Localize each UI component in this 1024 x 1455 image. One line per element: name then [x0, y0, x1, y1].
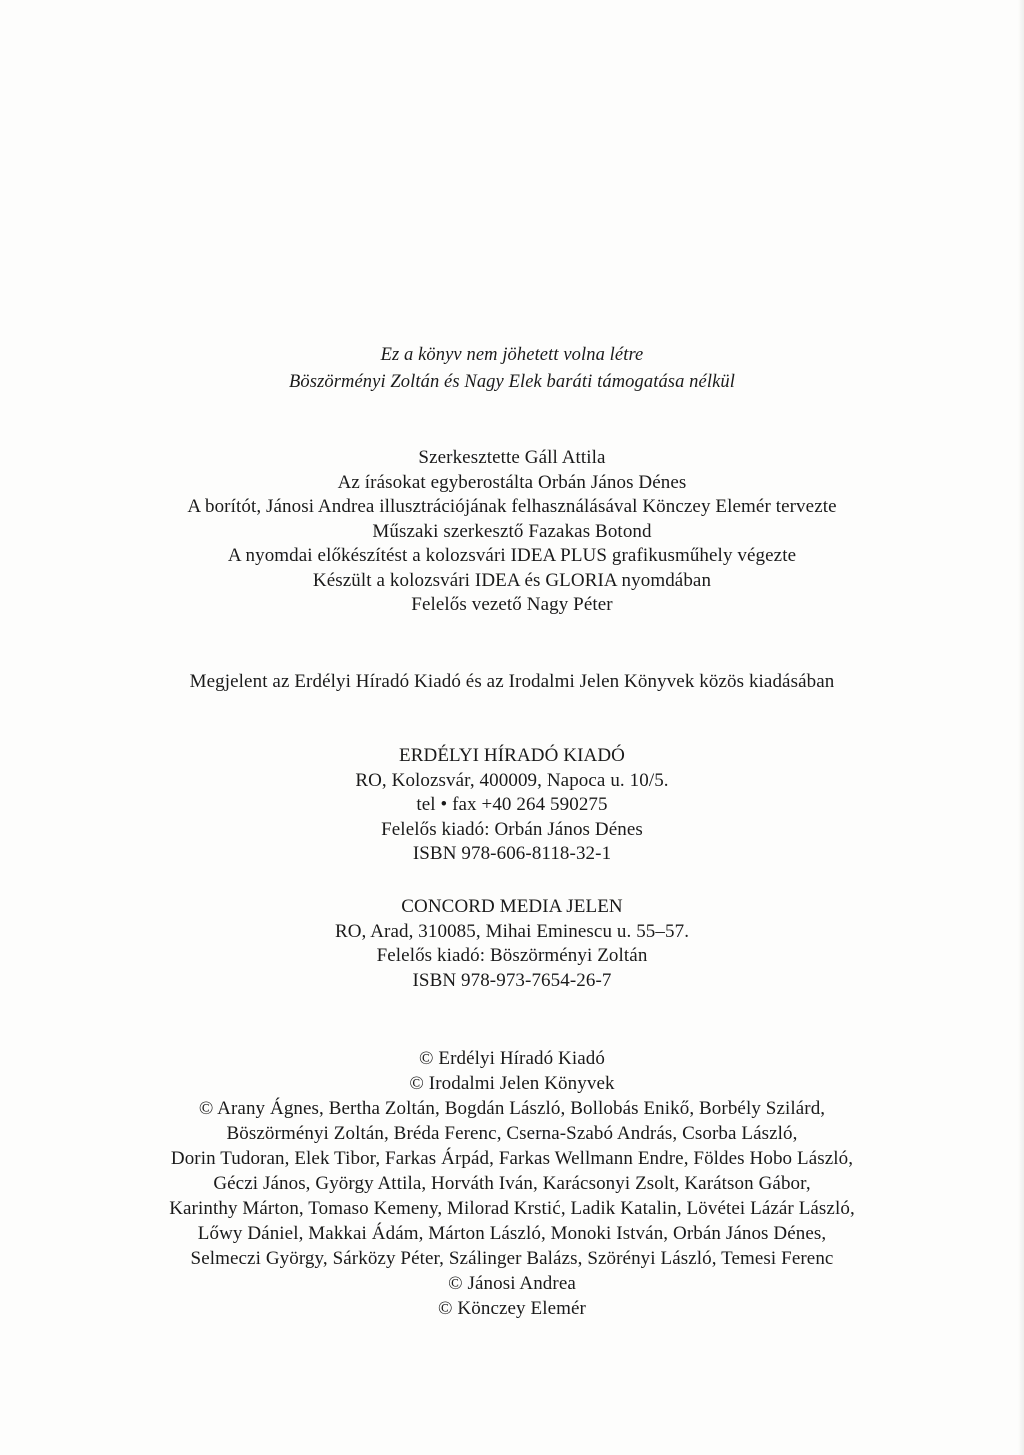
dedication-line: Ez a könyv nem jöhetett volna létre	[380, 345, 644, 365]
copyright-line: © Jánosi Andrea	[448, 1273, 576, 1294]
publisher-concord-media-jelen	[0, 895, 1024, 993]
publisher-erdelyi-hirado	[0, 744, 1024, 867]
cover-credit: A borítót, Jánosi Andrea illusztrációjának felhasználásával Könczey Elemér tervezte	[187, 496, 837, 517]
copyright-line: © Erdélyi Híradó Kiadó	[418, 1048, 605, 1069]
prepress-credit: A nyomdai előkészítést a kolozsvári IDEA PLUS grafikusműhely végezte	[227, 545, 797, 566]
publisher-phone: tel • fax +40 264 590275	[416, 794, 608, 815]
publication-line: Megjelent az Erdélyi Híradó Kiadó és az Irodalmi Jelen Könyvek közös kiadásában	[189, 671, 835, 692]
printing-credit: Készült a kolozsvári IDEA és GLORIA nyomdában	[312, 569, 712, 591]
copyright-block	[0, 1046, 1024, 1321]
publisher-isbn: ISBN 978-606-8118-32-1	[412, 843, 612, 864]
publisher-responsible: Felelős kiadó: Böszörményi Zoltán	[376, 945, 648, 966]
technical-editor-credit: Műszaki szerkesztő Fazakas Botond	[372, 520, 652, 542]
dedication-note	[0, 342, 1024, 396]
copyright-authors-line: Géczi János, György Attila, Horváth Iván, Karácsonyi Zsolt, Karátson Gábor,	[213, 1173, 811, 1194]
publisher-name: CONCORD MEDIA JELEN	[401, 896, 623, 917]
copyright-authors-line: Karinthy Márton, Tomaso Kemeny, Milorad Krstić, Ladik Katalin, Lövétei Lázár László,	[169, 1198, 855, 1219]
selection-credit: Az írásokat egyberostálta Orbán János Dénes	[337, 471, 687, 493]
editor-credit: Szerkesztette Gáll Attila	[418, 447, 606, 468]
publisher-responsible: Felelős kiadó: Orbán János Dénes	[381, 818, 643, 840]
publisher-name: ERDÉLYI HÍRADÓ KIADÓ	[399, 745, 625, 766]
copyright-line: © Irodalmi Jelen Könyvek	[409, 1073, 615, 1094]
copyright-line: © Könczey Elemér	[438, 1298, 586, 1319]
copyright-authors-line: Böszörményi Zoltán, Bréda Ferenc, Cserna-Szabó András, Csorba László,	[226, 1123, 798, 1144]
publisher-address: RO, Kolozsvár, 400009, Napoca u. 10/5.	[355, 769, 669, 791]
copyright-authors-line: © Arany Ágnes, Bertha Zoltán, Bogdán László, Bollobás Enikő, Borbély Szilárd,	[198, 1098, 826, 1119]
credits-block	[0, 446, 1024, 618]
publisher-isbn: ISBN 978-973-7654-26-7	[412, 969, 612, 991]
copyright-authors-line: Dorin Tudoran, Elek Tibor, Farkas Árpád, Farkas Wellmann Endre, Földes Hobo László,	[170, 1148, 854, 1169]
joint-publication-note	[0, 670, 1024, 695]
copyright-authors-line: Selmeczi György, Sárközy Péter, Szálinger Balázs, Szörényi László, Temesi Ferenc	[190, 1248, 834, 1269]
dedication-line: Böszörményi Zoltán és Nagy Elek baráti támogatása nélkül	[289, 372, 735, 392]
copyright-authors-line: Lőwy Dániel, Makkai Ádám, Márton László, Monoki István, Orbán János Dénes,	[197, 1223, 827, 1244]
publisher-address: RO, Arad, 310085, Mihai Eminescu u. 55–57.	[334, 920, 690, 942]
manager-credit: Felelős vezető Nagy Péter	[411, 594, 613, 615]
